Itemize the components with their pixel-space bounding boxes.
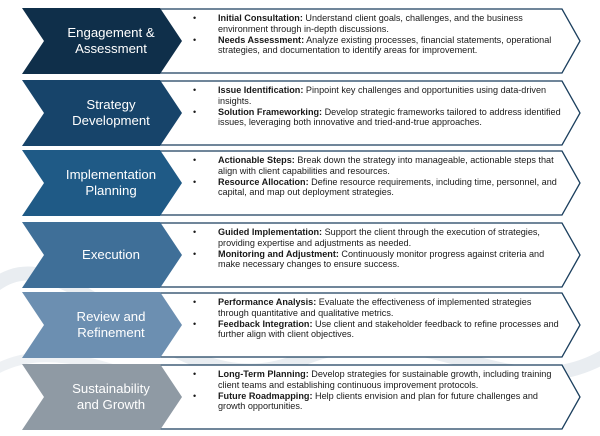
- bullet-text: Use client and stakeholder feedback to refine processes and further align with client objectives.: [218, 318, 559, 340]
- bullet-item: [190, 155, 562, 176]
- bullet-title: Actionable Steps:: [218, 155, 295, 165]
- stage-label: Strategy Development: [72, 97, 150, 128]
- bullet-text: Support the client through the execution of strategies, providing expertise and adjustments as needed.: [218, 227, 540, 248]
- bullet-title: Resource Allocation:: [218, 176, 309, 187]
- bullet-item: [190, 227, 562, 248]
- stage-row: [0, 364, 600, 430]
- bullet-text: Help clients envision and plan for future challenges and growth opportunities.: [218, 390, 538, 412]
- stage-row: [0, 222, 600, 288]
- stage-description: [190, 369, 562, 427]
- stage-label: Sustainability and Growth: [72, 381, 150, 412]
- bullet-title: Performance Analysis:: [218, 297, 317, 307]
- bullet-item: [190, 177, 562, 198]
- stage-row: [0, 8, 600, 74]
- bullet-dot-icon: •: [193, 176, 197, 187]
- stage-label: Implementation Planning: [65, 167, 157, 198]
- bullet-title: Feedback Integration:: [218, 318, 313, 329]
- bullet-text: Break down the strategy into manageable, actionable steps that align with client capabilities and resources.: [218, 155, 554, 176]
- bullet-item: [190, 297, 562, 318]
- bullet-title: Needs Assessment:: [218, 34, 305, 45]
- stage-description: [190, 155, 562, 213]
- bullet-title: Issue Identification:: [218, 85, 304, 95]
- bullet-text: Develop strategic frameworks tailored to address identified issues, leveraging both innovative and tried-and-true approaches.: [218, 106, 561, 128]
- bullet-item: [190, 391, 562, 412]
- bullet-dot-icon: •: [193, 318, 197, 329]
- stage-label: Review and Refinement: [76, 309, 146, 340]
- bullet-dot-icon: •: [193, 13, 197, 23]
- bullet-text: Continuously monitor progress against criteria and make necessary changes to ensure success.: [218, 248, 545, 270]
- bullet-title: Monitoring and Adjustment:: [218, 248, 339, 259]
- bullet-dot-icon: •: [193, 390, 197, 401]
- bullet-title: Future Roadmapping:: [218, 390, 313, 401]
- bullet-dot-icon: •: [193, 297, 197, 307]
- bullet-text: Evaluate the effectiveness of implemented strategies through quantitative and qualitative metrics.: [218, 297, 532, 318]
- stage-description: [190, 85, 562, 143]
- stage-description: [190, 13, 562, 71]
- bullet-text: Define resource requirements, including time, personnel, and capital, and map out deployment strategies.: [218, 176, 557, 198]
- stage-label: Engagement & Assessment: [67, 25, 155, 56]
- bullet-dot-icon: •: [193, 369, 197, 379]
- bullet-text: Understand client goals, challenges, and the business environment through in-depth discussions.: [218, 13, 523, 34]
- stage-row: [0, 150, 600, 216]
- bullet-dot-icon: •: [193, 155, 197, 165]
- stage-description: [190, 227, 562, 285]
- bullet-dot-icon: •: [193, 106, 197, 117]
- bullet-dot-icon: •: [193, 85, 197, 95]
- bullet-item: [190, 369, 562, 390]
- bullet-dot-icon: •: [193, 227, 197, 237]
- bullet-item: [190, 13, 562, 34]
- bullet-item: [190, 35, 562, 56]
- bullet-item: [190, 85, 562, 106]
- bullet-title: Initial Consultation:: [218, 13, 303, 23]
- bullet-title: Solution Frameworking:: [218, 106, 323, 117]
- stage-description: [190, 297, 562, 355]
- bullet-title: Guided Implementation:: [218, 227, 323, 237]
- stage-row: [0, 292, 600, 358]
- bullet-item: [190, 319, 562, 340]
- bullet-text: Analyze existing processes, financial statements, operational strategies, and documentation to identify areas for improvement.: [218, 34, 552, 56]
- bullet-dot-icon: •: [193, 248, 197, 259]
- bullet-text: Pinpoint key challenges and opportunities using data-driven insights.: [218, 85, 547, 106]
- bullet-item: [190, 249, 562, 270]
- bullet-item: [190, 107, 562, 128]
- stage-label: Execution: [82, 247, 140, 262]
- stage-row: [0, 80, 600, 146]
- bullet-dot-icon: •: [193, 34, 197, 45]
- bullet-title: Long-Term Planning:: [218, 369, 309, 379]
- bullet-text: Develop strategies for sustainable growth, including training client teams and establishing continuous improvement protocols.: [218, 369, 552, 390]
